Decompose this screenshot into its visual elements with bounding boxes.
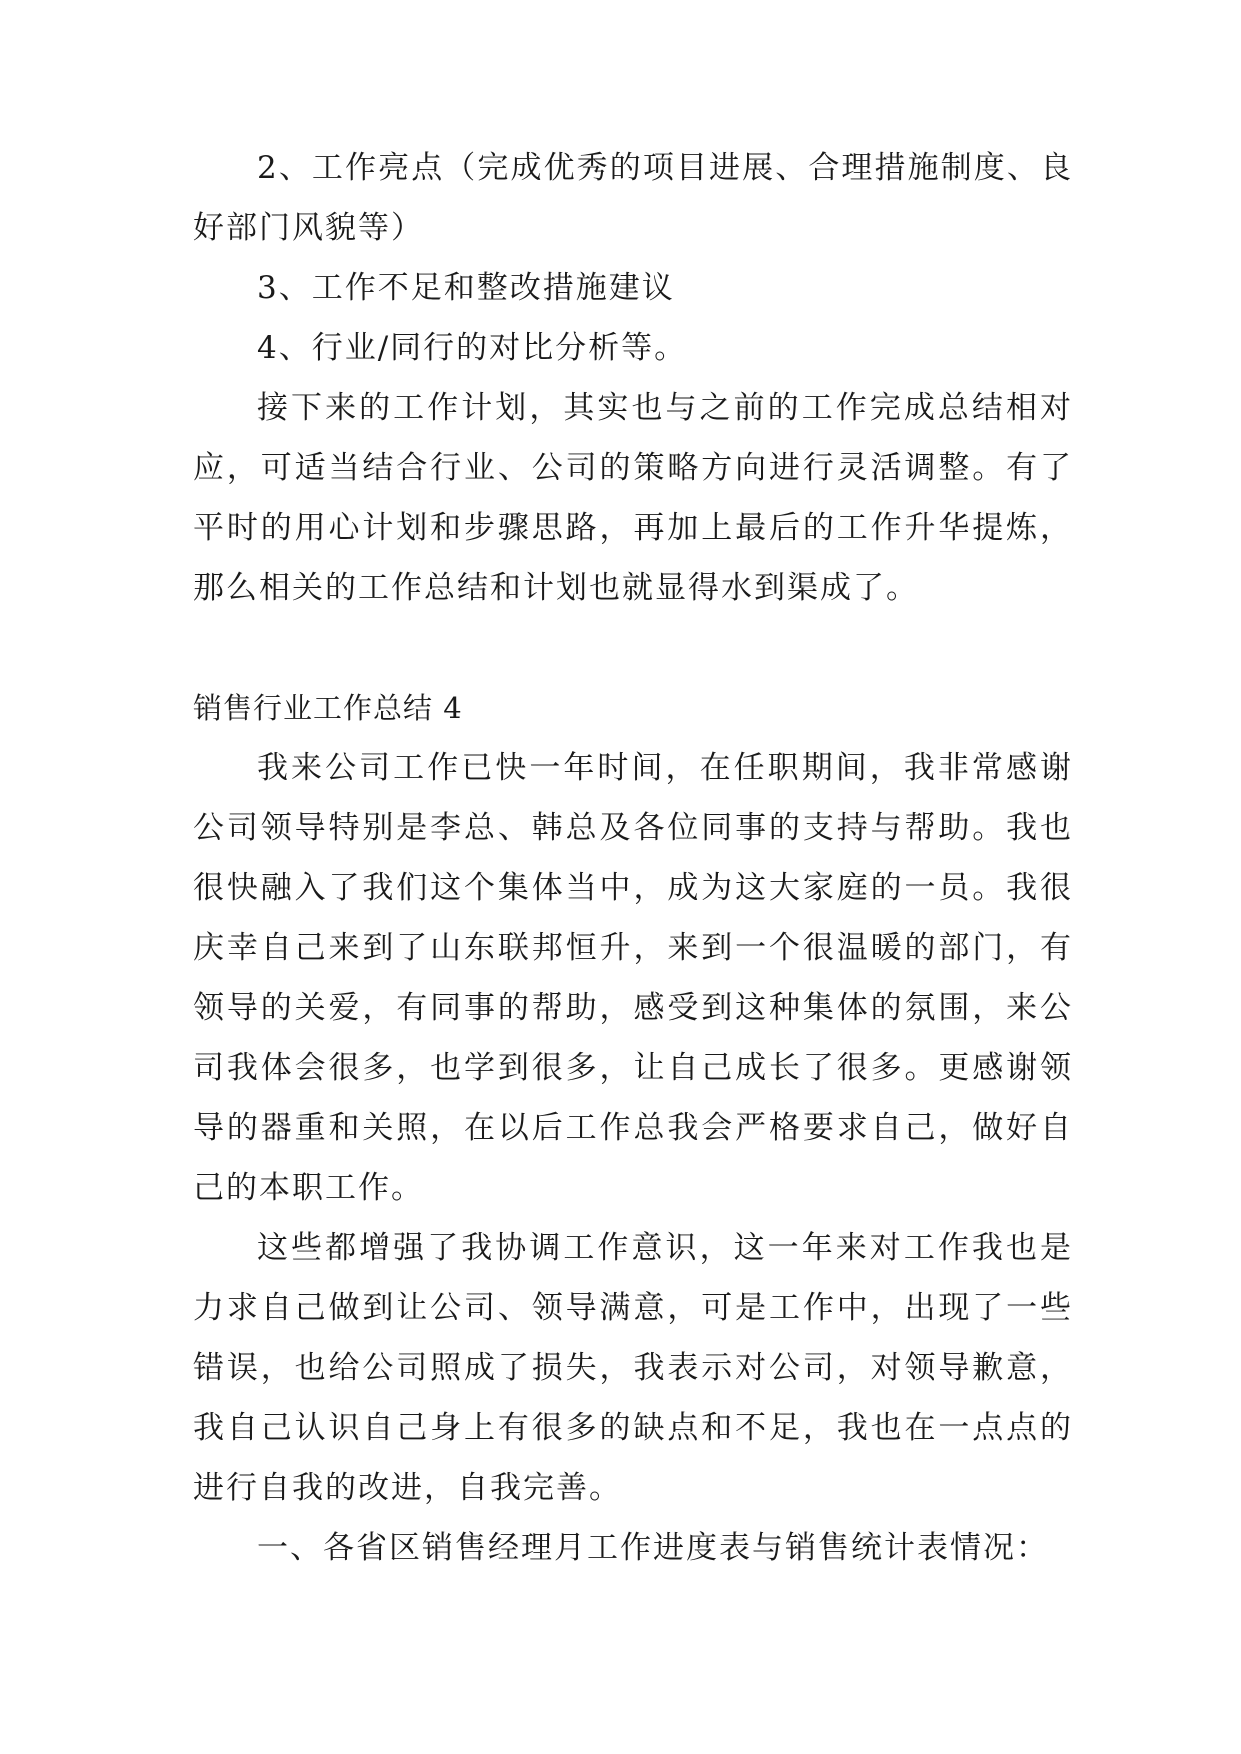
paragraph-3: 一、各省区销售经理月工作进度表与销售统计表情况： bbox=[257, 1530, 1049, 1566]
list-item: 3、工作不足和整改措施建议 bbox=[257, 270, 675, 306]
list-item: 4、行业/同行的对比分析等。 bbox=[257, 330, 688, 366]
list-item: 2、工作亮点（完成优秀的项目进展、合理措施制度、良好部门风貌等） bbox=[193, 150, 1073, 246]
paragraph-1: 我来公司工作已快一年时间，在任职期间，我非常感谢公司领导特别是李总、韩总及各位同事的支持与帮助。我也很快融入了我们这个集体当中，成为这大家庭的一员。我很庆幸自己来到了山东联邦恒升，来到一个很温暖的部门，有领导的关爱，有同事的帮助，感受到这种集体的氛围，来公司我体会很多，也学到很多，让自己成长了很多。更感谢领导的器重和关照，在以后工作总我会严格要求自己，做好自己的本职工作。 bbox=[193, 750, 1073, 1206]
section-title: 销售行业工作总结 4 bbox=[193, 691, 463, 725]
document-page bbox=[193, 138, 1073, 1578]
paragraph-plan: 接下来的工作计划，其实也与之前的工作完成总结相对应，可适当结合行业、公司的策略方向进行灵活调整。有了平时的用心计划和步骤思路，再加上最后的工作升华提炼，那么相关的工作总结和计划也就显得水到渠成了。 bbox=[193, 390, 1073, 606]
paragraph-2: 这些都增强了我协调工作意识，这一年来对工作我也是力求自己做到让公司、领导满意，可是工作中，出现了一些错误，也给公司照成了损失，我表示对公司，对领导歉意，我自己认识自己身上有很多的缺点和不足，我也在一点点的进行自我的改进，自我完善。 bbox=[193, 1230, 1073, 1506]
